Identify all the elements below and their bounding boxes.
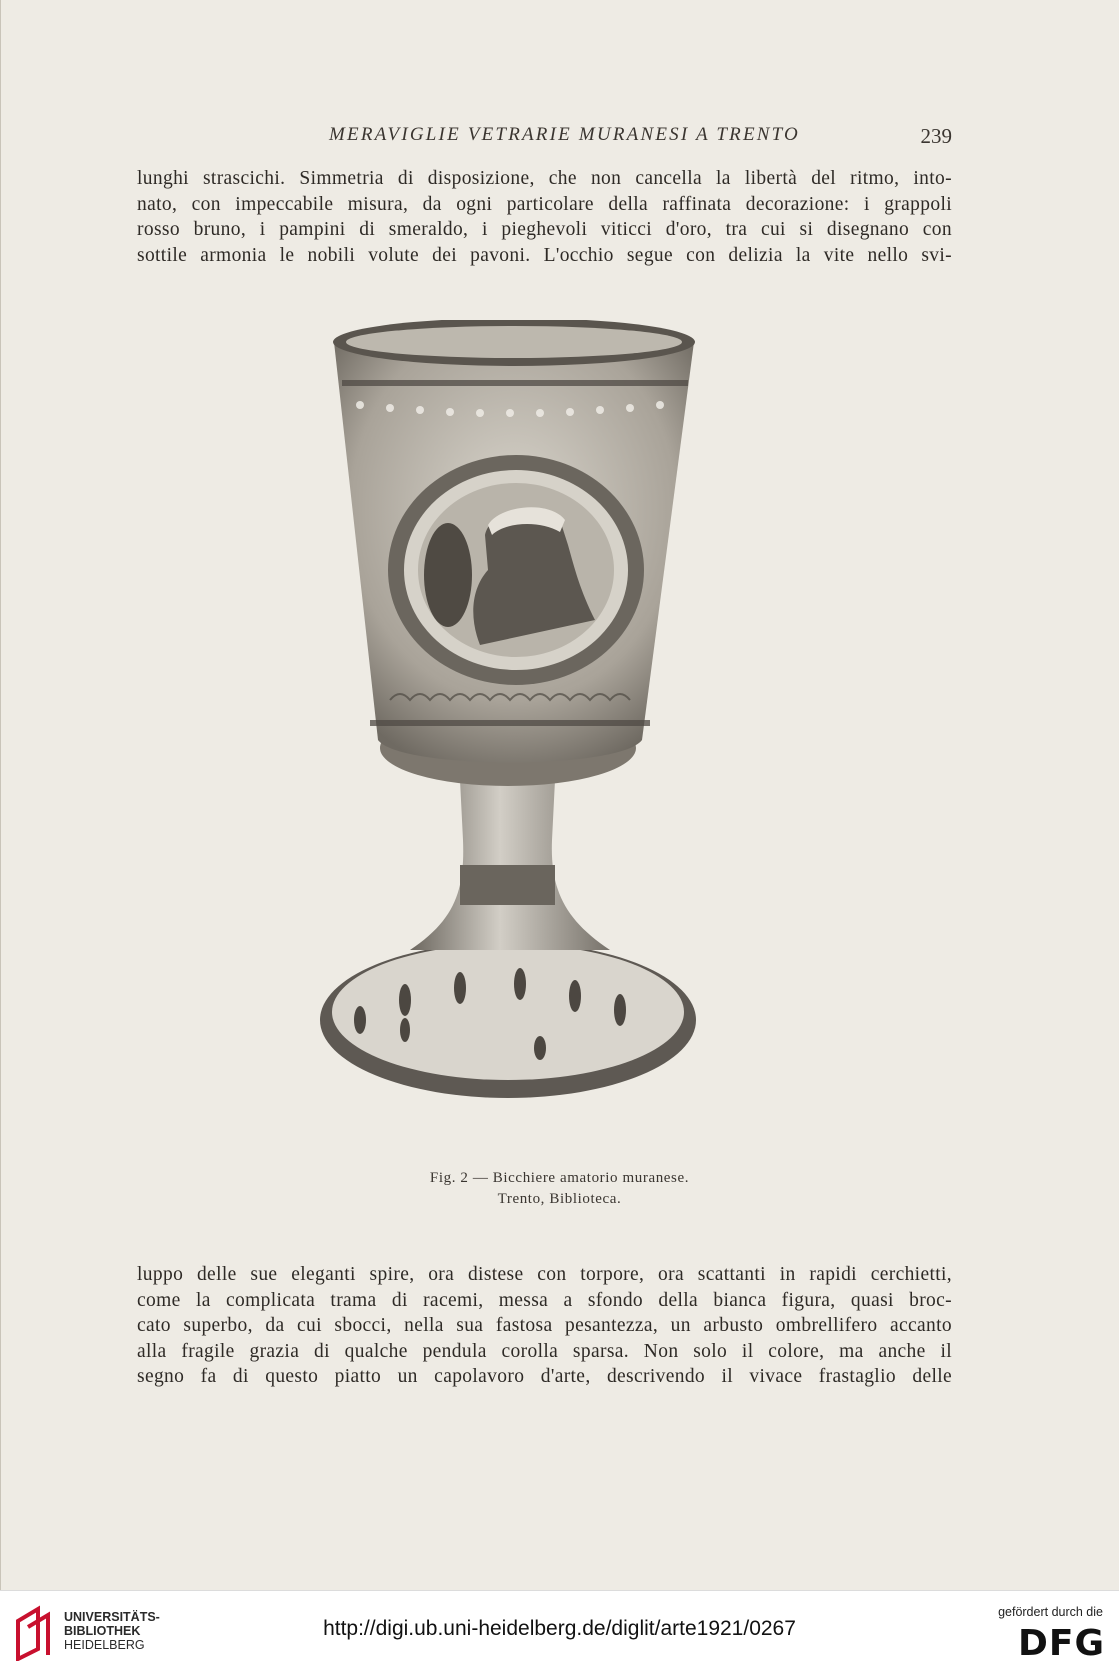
source-url-link[interactable]: http://digi.ub.uni-heidelberg.de/diglit/arte1921/0267 xyxy=(323,1617,796,1640)
text-line: segno fa di questo piatto un capolavoro d'arte, descrivendo il vivace frastaglio delle xyxy=(137,1366,952,1388)
text-line: sottile armonia le nobili volute dei pavoni. L'occhio segue con delizia la vite nello svi- xyxy=(137,244,952,266)
text-line: cato superbo, da cui sbocci, nella sua fastosa pesantezza, un arbusto ombrellifero accanto xyxy=(137,1315,952,1337)
footer-bar xyxy=(0,1590,1119,1674)
figure-caption: Fig. 2 — Bicchiere amatorio muranese. xyxy=(429,1170,690,1186)
top-paragraph xyxy=(137,166,952,268)
figure-caption-location: Trento, Biblioteca. xyxy=(497,1191,622,1207)
funded-by-label: gefördert durch die xyxy=(998,1605,1103,1619)
text-line: alla fragile grazia di qualche pendula corolla sparsa. Non solo il colore, ma anche il xyxy=(137,1340,952,1362)
running-head xyxy=(137,124,952,154)
page-edge xyxy=(0,0,1,1590)
running-title: MERAVIGLIE VETRARIE MURANESI A TRENTO xyxy=(329,124,800,145)
text-line: come la complicata trama di racemi, messa a sfondo della bianca figura, quasi broc- xyxy=(137,1289,952,1311)
bottom-paragraph xyxy=(137,1262,952,1390)
goblet-illustration xyxy=(320,320,760,1150)
text-line: lunghi strascichi. Simmetria di disposizione, che non cancella la libertà del ritmo, into- xyxy=(137,168,952,189)
text-line: rosso bruno, i pampini di smeraldo, i pieghevoli viticci d'oro, tra cui si disegnano con xyxy=(137,219,952,241)
page-number: 239 xyxy=(920,124,952,148)
text-line: nato, con impeccabile misura, da ogni particolare della raffinata decorazione: i grappoli xyxy=(137,193,952,215)
text-line: luppo delle sue eleganti spire, ora distese con torpore, ora scattanti in rapidi cerchietti, xyxy=(137,1264,952,1285)
library-name: UNIVERSITÄTS- BIBLIOTHEK HEIDELBERG xyxy=(64,1610,160,1652)
dfg-logo: DFG xyxy=(1017,1623,1105,1664)
